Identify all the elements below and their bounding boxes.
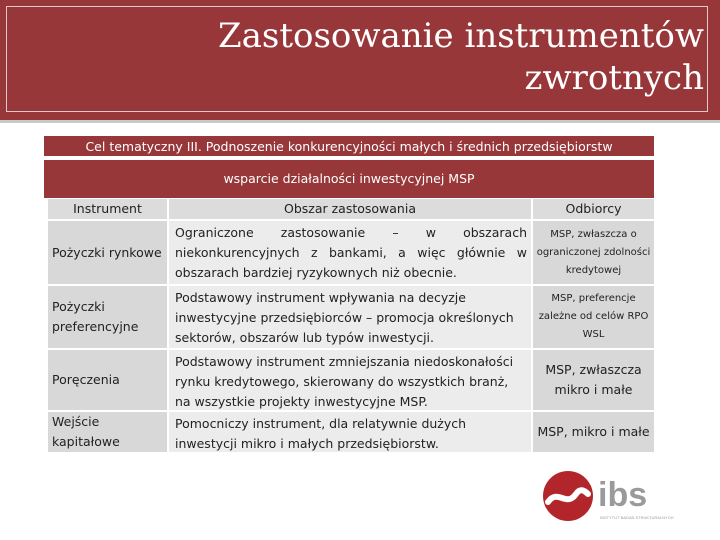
table-cell-area: Pomocniczy instrument, dla relatywnie dużych inwestycji mikro i małych przedsiębiorstw. <box>169 412 531 452</box>
table-cell-recipients: MSP, zwłaszcza mikro i małe <box>533 350 654 410</box>
table-cell-instrument: Pożyczki preferencyjne <box>48 286 167 348</box>
table-cell-recipients: MSP, zwłaszcza o ograniczonej zdolności kredytowej <box>533 221 654 284</box>
table-cell-instrument: Wejście kapitałowe <box>48 412 167 452</box>
logo-tagline: INSTYTUT BADAŃ STRUKTURALNYCH <box>600 515 674 520</box>
slide-title-line-1: Zastosowanie instrumentów <box>218 16 704 56</box>
column-header-recipients: Odbiorcy <box>533 199 654 219</box>
table-cell-area: Podstawowy instrument wpływania na decyzje inwestycyjne przedsiębiorców – promocja określonych sektorów, obszarów lub typów inwestycji. <box>169 286 531 348</box>
column-header-instrument: Instrument <box>48 199 167 219</box>
table-cell-instrument: Pożyczki rynkowe <box>48 221 167 284</box>
table-cell-recipients: MSP, preferencje zależne od celów RPO WSL <box>533 286 654 348</box>
title-bar <box>0 0 720 123</box>
table-header-goal: Cel tematyczny III. Podnoszenie konkurencyjności małych i średnich przedsiębiorstw <box>44 136 654 158</box>
slide-title-line-2: zwrotnych <box>524 58 704 98</box>
table-header-scope: wsparcie działalności inwestycyjnej MSP <box>44 160 654 198</box>
table-cell-instrument: Poręczenia <box>48 350 167 410</box>
logo-wordmark: ibs <box>598 476 648 514</box>
table-cell-recipients: MSP, mikro i małe <box>533 412 654 452</box>
table-cell-area: Podstawowy instrument zmniejszania niedoskonałości rynku kredytowego, skierowany do wszystkich branż, na wszystkie projekty inwestycyjne MSP. <box>169 350 531 410</box>
table-cell-area: Ograniczone zastosowanie – w obszarach niekonkurencyjnych z bankami, a więc głównie w obszarach bardziej ryzykownych niż obecnie. <box>169 221 531 284</box>
column-header-area: Obszar zastosowania <box>169 199 531 219</box>
ibs-logo <box>540 468 690 524</box>
